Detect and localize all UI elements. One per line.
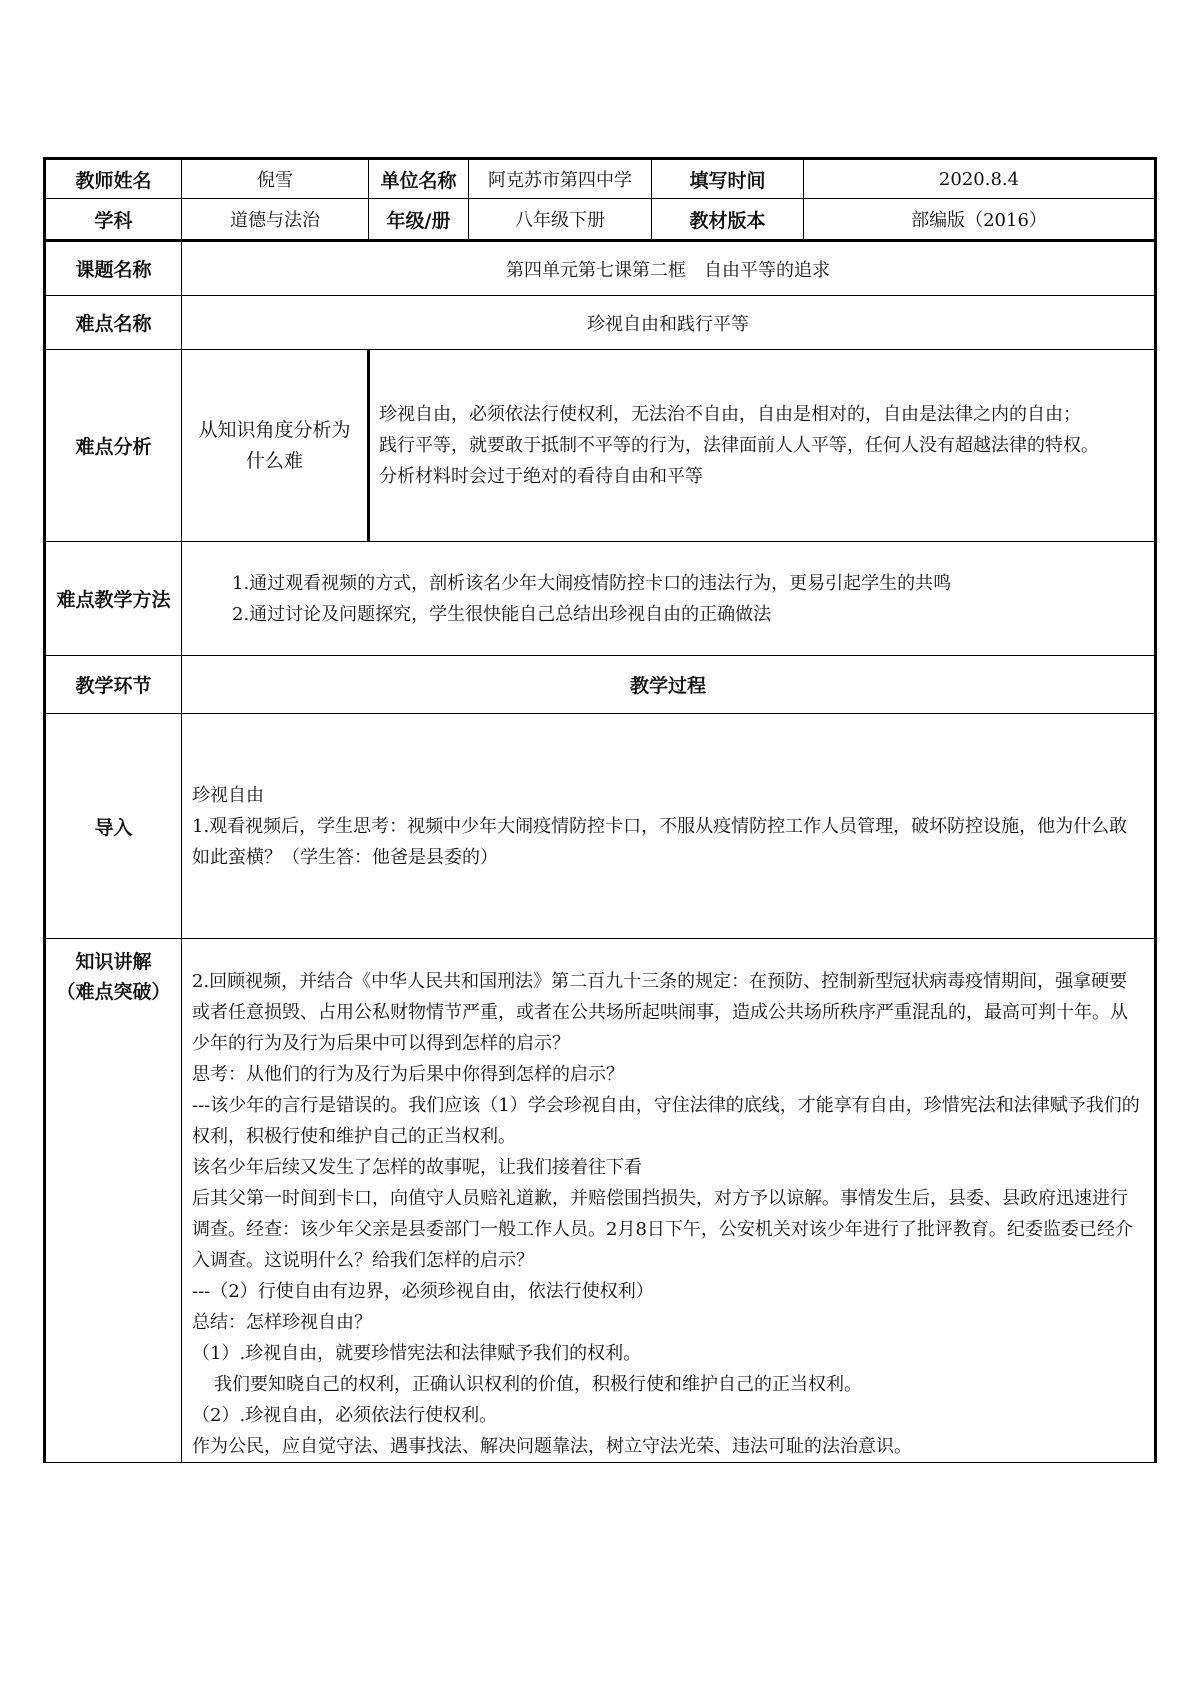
knowledge-line-1: 2.回顾视频，并结合《中华人民共和国刑法》第二百九十三条的规定：在预防、控制新型冠状病毒疫情期间，强拿硬要或者任意损毁、占用公私财物情节严重，或者在公共场所起哄闹事，造成公共场所秩序严重混乱的，最高可判十年。从少年的行为及行为后果中可以得到怎样的启示？ <box>192 971 1128 1054</box>
header-row-2 <box>45 199 1156 241</box>
method-line-2: 2.通过讨论及问题探究，学生很快能自己总结出珍视自由的正确做法 <box>232 603 772 625</box>
process-title: 教学过程 <box>182 656 1156 714</box>
intro-content <box>182 714 1156 939</box>
analysis-sub-cell <box>182 350 369 542</box>
knowledge-line-8: （1）.珍视自由，就要珍惜宪法和法律赋予我们的权利。 <box>192 1343 642 1364</box>
grade-label: 年级/册 <box>369 199 469 241</box>
knowledge-line-9: 我们要知晓自己的权利，正确认识权利的价值，积极行使和维护自己的正当权利。 <box>214 1374 862 1395</box>
unit-name-label: 单位名称 <box>369 159 469 199</box>
header-row-1 <box>45 159 1156 199</box>
lesson-plan-table <box>43 157 1157 1463</box>
intro-label: 导入 <box>45 714 182 939</box>
knowledge-row <box>45 939 1156 1463</box>
knowledge-line-11: 作为公民，应自觉守法、遇事找法、解决问题靠法，树立守法光荣、违法可耻的法治意识。 <box>192 1436 912 1457</box>
analysis-line-2: 践行平等，就要敢于抵制不平等的行为，法律面前人人平等，任何人没有超越法律的特权。 <box>379 435 1099 456</box>
unit-name-value: 阿克苏市第四中学 <box>469 159 652 199</box>
edition-label: 教材版本 <box>652 199 804 241</box>
analysis-line-3: 分析材料时会过于绝对的看待自由和平等 <box>379 466 703 487</box>
knowledge-line-5: 后其父第一时间到卡口，向值守人员赔礼道歉，并赔偿围挡损失，对方予以谅解。事情发生后，县委、县政府迅速进行调查。经查：该少年父亲是县委部门一般工作人员。2月8日下午，公安机关对该少年进行了批评教育。纪委监委已经介入调查。这说明什么？给我们怎样的启示？ <box>192 1188 1133 1271</box>
subject-value: 道德与法治 <box>182 199 369 241</box>
method-label: 难点教学方法 <box>45 542 182 656</box>
teacher-name-value: 倪雪 <box>182 159 369 199</box>
method-row <box>45 542 1156 656</box>
process-header-row <box>45 656 1156 714</box>
method-line-1: 1.通过观看视频的方式，剖析该名少年大闹疫情防控卡口的违法行为，更易引起学生的共鸣 <box>232 572 952 594</box>
topic-value: 第四单元第七课第二框 自由平等的追求 <box>182 241 1156 296</box>
difficulty-value: 珍视自由和践行平等 <box>182 296 1156 350</box>
knowledge-label-1: 知识讲解 <box>75 951 152 973</box>
difficulty-label: 难点名称 <box>45 296 182 350</box>
analysis-sub-label-2: 什么难 <box>245 449 303 472</box>
process-stage-label: 教学环节 <box>45 656 182 714</box>
edition-value: 部编版（2016） <box>804 199 1156 241</box>
analysis-content <box>369 350 1156 542</box>
grade-value: 八年级下册 <box>469 199 652 241</box>
analysis-row <box>45 350 1156 542</box>
knowledge-line-10: （2）.珍视自由，必须依法行使权利。 <box>192 1405 498 1426</box>
fill-date-value: 2020.8.4 <box>804 159 1156 199</box>
knowledge-line-3: ---该少年的言行是错误的。我们应该（1）学会珍视自由，守住法律的底线，才能享有自由，珍惜宪法和法律赋予我们的权利，积极行使和维护自己的正当权利。 <box>192 1095 1140 1147</box>
knowledge-content <box>182 939 1156 1463</box>
fill-date-label: 填写时间 <box>652 159 804 199</box>
knowledge-line-6: ---（2）行使自由有边界，必须珍视自由，依法行使权利） <box>192 1281 654 1302</box>
knowledge-label-2: （难点突破） <box>56 981 171 1003</box>
method-content <box>182 542 1156 656</box>
intro-line-2: 1.观看视频后，学生思考：视频中少年大闹疫情防控卡口，不服从疫情防控工作人员管理，破坏防控设施，他为什么敢如此蛮横？（学生答：他爸是县委的） <box>192 815 1128 868</box>
subject-label: 学科 <box>45 199 182 241</box>
analysis-sub-label-1: 从知识角度分析为 <box>198 418 351 441</box>
intro-row <box>45 714 1156 939</box>
topic-row <box>45 241 1156 296</box>
difficulty-row <box>45 296 1156 350</box>
analysis-label: 难点分析 <box>45 350 182 542</box>
analysis-line-1: 珍视自由，必须依法行使权利，无法治不自由，自由是相对的，自由是法律之内的自由； <box>379 404 1081 425</box>
knowledge-label-cell <box>45 939 182 1463</box>
knowledge-line-7: 总结：怎样珍视自由？ <box>192 1312 372 1333</box>
knowledge-line-4: 该名少年后续又发生了怎样的故事呢，让我们接着往下看 <box>192 1157 642 1178</box>
topic-label: 课题名称 <box>45 241 182 296</box>
teacher-name-label: 教师姓名 <box>45 159 182 199</box>
knowledge-line-2: 思考：从他们的行为及行为后果中你得到怎样的启示？ <box>192 1064 624 1085</box>
intro-line-1: 珍视自由 <box>192 784 264 806</box>
